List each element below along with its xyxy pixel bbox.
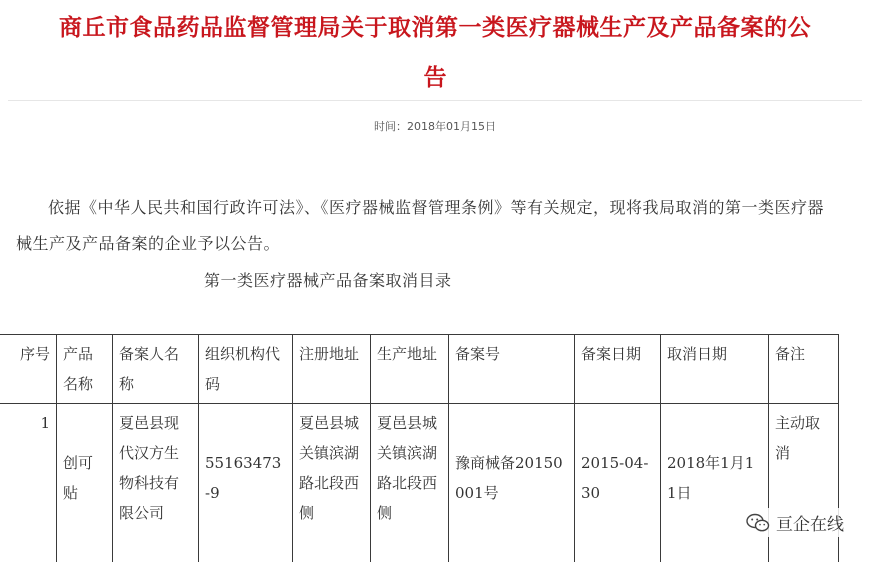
- publish-time: [0, 118, 870, 134]
- cell-registered-address: 夏邑县城关镇滨湖路北段西侧: [293, 404, 371, 562]
- cell-org-code: 55163473-9: [199, 404, 293, 562]
- article-title: 商丘市食品药品监督管理局关于取消第一类医疗器械生产及产品备案的公: [59, 15, 811, 41]
- publish-time-value: 2018年01月15日: [407, 120, 496, 133]
- cell-remarks: 主动取消: [769, 404, 839, 562]
- cell-registrant-name: 夏邑县现代汉方生物科技有限公司: [113, 404, 199, 562]
- records-table: [0, 334, 839, 562]
- cell-index: 1: [0, 404, 57, 562]
- header-remarks: 备注: [769, 335, 839, 404]
- header-production-address: 生产地址: [371, 335, 449, 404]
- cell-filing-number: 豫商械备20150001号: [449, 404, 575, 562]
- header-filing-date: 备案日期: [575, 335, 661, 404]
- header-product-name: 产品名称: [57, 335, 113, 404]
- source-watermark: [742, 508, 848, 537]
- cell-product-name: 创可贴: [57, 404, 113, 562]
- publish-time-label: 时间：: [374, 120, 407, 133]
- table-header-row: [0, 335, 839, 404]
- list-title: 第一类医疗器械产品备案取消目录: [204, 271, 452, 290]
- header-org-code: 组织机构代码: [199, 335, 293, 404]
- article-body-paragraph: 依据《中华人民共和国行政许可法》、《医疗器械监督管理条例》等有关规定，现将我局取消的第一类医疗器械生产及产品备案的企业予以公告。: [16, 198, 825, 253]
- header-registrant-name: 备案人名称: [113, 335, 199, 404]
- cell-production-address: 夏邑县城关镇滨湖路北段西侧: [371, 404, 449, 562]
- wechat-icon: [746, 513, 770, 533]
- header-registered-address: 注册地址: [293, 335, 371, 404]
- cell-cancel-date: 2018年1月11日: [661, 404, 769, 562]
- cell-filing-date: 2015-04-30: [575, 404, 661, 562]
- header-filing-number: 备案号: [449, 335, 575, 404]
- header-index: 序号: [0, 335, 57, 404]
- header-cancel-date: 取消日期: [661, 335, 769, 404]
- table-row: [0, 404, 839, 562]
- title-divider: [8, 100, 862, 101]
- watermark-text: 亘企在线: [776, 515, 844, 535]
- article-title-continuation: 告: [423, 65, 447, 91]
